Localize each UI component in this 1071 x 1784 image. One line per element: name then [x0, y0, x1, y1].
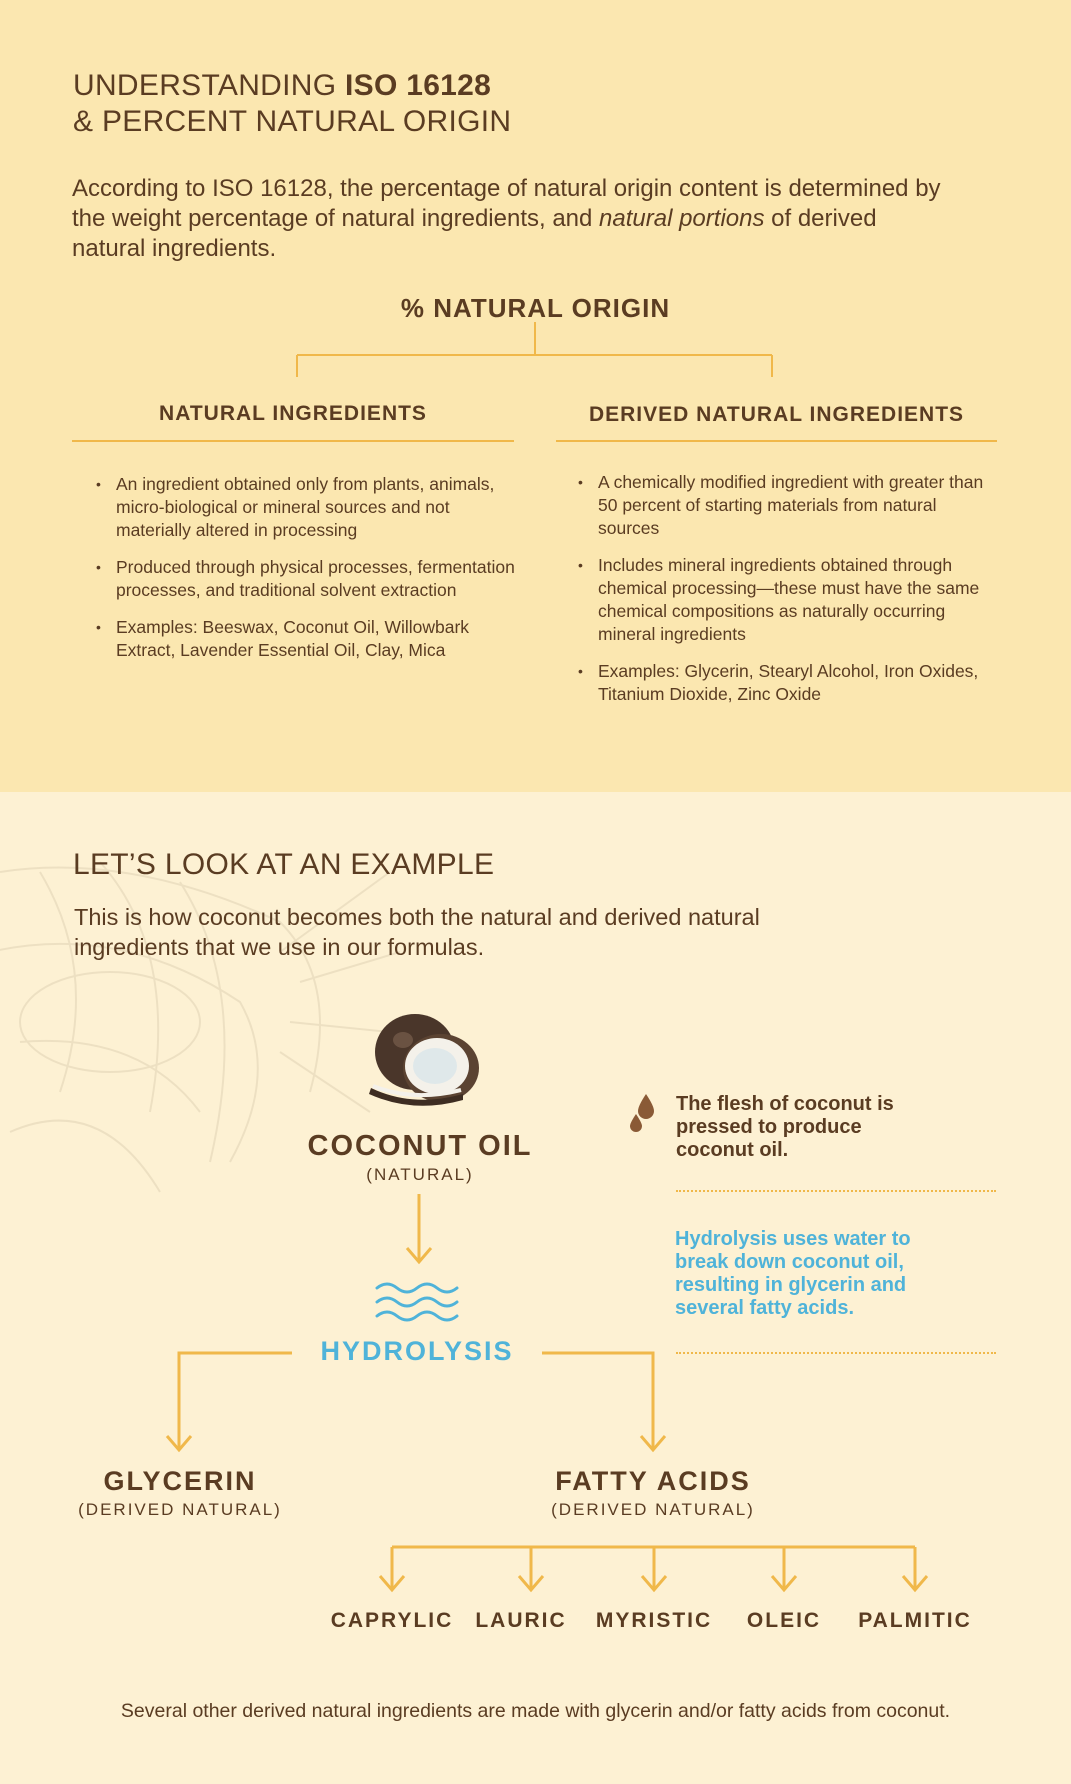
acid-oleic: OLEIC [746, 1609, 822, 1632]
coconut-oil-sublabel: (NATURAL) [366, 1165, 474, 1184]
intro-paragraph [72, 174, 952, 264]
intro-italic: natural portions [599, 205, 765, 232]
acid-caprylic: CAPRYLIC [330, 1609, 454, 1632]
title-line2: & PERCENT NATURAL ORIGIN [73, 105, 512, 138]
example-title: LET’S LOOK AT AN EXAMPLE [73, 848, 495, 881]
title-prefix: UNDERSTANDING [73, 69, 345, 102]
natural-origin-title: % NATURAL ORIGIN [400, 293, 671, 323]
coconut-icon [363, 1010, 483, 1110]
list-item: • Includes mineral ingredients obtained through chemical processing—these must have the same chemical compositions as naturally occurring mineral ingredients [572, 554, 992, 646]
dotted-divider-2 [676, 1352, 996, 1354]
list-item: • Examples: Glycerin, Stearyl Alcohol, Iron Oxides, Titanium Dioxide, Zinc Oxide [572, 660, 992, 706]
fatty-acids-label: FATTY ACIDS [555, 1466, 751, 1496]
glycerin-label: GLYCERIN [103, 1466, 257, 1496]
bracket-connector [0, 322, 1071, 382]
oil-drops-icon [627, 1092, 657, 1136]
intro-text-1: According to ISO 16128, the percentage of natural origin content is determined by the weight percentage of natural ingredients, and [72, 175, 941, 232]
derived-list [572, 471, 992, 720]
example-text: This is how coconut becomes both the natural and derived natural ingredients that we use in our formulas. [74, 904, 760, 960]
acid-palmitic: PALMITIC [858, 1609, 972, 1632]
title-bold: ISO 16128 [345, 69, 492, 102]
page-title [73, 68, 511, 140]
list-item: • Examples: Beeswax, Coconut Oil, Willowbark Extract, Lavender Essential Oil, Clay, Mica [90, 616, 520, 662]
hydrolysis-note: Hydrolysis uses water to break down coconut oil, resulting in glycerin and several fatty acids. [675, 1228, 911, 1319]
derived-divider [556, 440, 997, 442]
hydrolysis-label: HYDROLYSIS [320, 1336, 514, 1366]
list-item: • An ingredient obtained only from plants, animals, micro-biological or mineral sources and not materially altered in processing [90, 473, 520, 542]
water-waves-icon [374, 1280, 464, 1330]
list-item: • Produced through physical processes, fermentation processes, and traditional solvent extraction [90, 556, 520, 602]
fatty-acids-sublabel: (DERIVED NATURAL) [551, 1500, 755, 1519]
natural-list [90, 473, 520, 676]
derived-ingredients-title: DERIVED NATURAL INGREDIENTS [588, 403, 965, 426]
acid-lauric: LAURIC [475, 1609, 567, 1632]
glycerin-sublabel: (DERIVED NATURAL) [78, 1500, 282, 1519]
dotted-divider-1 [676, 1190, 996, 1192]
acid-myristic: MYRISTIC [595, 1609, 713, 1632]
intro-text-2: of derived natural ingredients. [72, 205, 877, 262]
footer-note: Several other derived natural ingredients are made with glycerin and/or fatty acids from coconut. [120, 1700, 951, 1722]
list-item: • A chemically modified ingredient with greater than 50 percent of starting materials from natural sources [572, 471, 992, 540]
pressed-note: The flesh of coconut is pressed to produce coconut oil. [676, 1093, 894, 1161]
natural-divider [72, 440, 514, 442]
natural-ingredients-title: NATURAL INGREDIENTS [159, 402, 427, 425]
coconut-oil-label: COCONUT OIL [307, 1130, 533, 1162]
